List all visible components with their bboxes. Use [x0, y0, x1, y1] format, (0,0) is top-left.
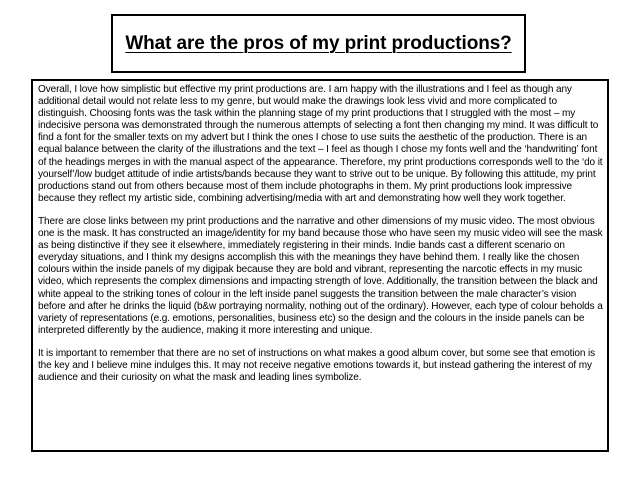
slide-title: What are the pros of my print productions?	[125, 32, 512, 54]
paragraph-overview: Overall, I love how simplistic but effective my print productions are. I am happy with the illustrations and I feel as though any additional detail would not relate less to my genre, but would make the drawings look less vivid and more complicated to distinguish. Choosing fonts was the task within the planning stage of my print productions that I struggled with the most – my indecisive persona was demonstrated through the numerous attempts of selecting a font then changing my mind. It was difficult to find a font for the smaller texts on my advert but I think the ones I chose to use suits the aesthetic of the production. There is an equal balance between the clarity of the illustrations and the text – I feel as though I chose my fonts well and the ‘handwriting’ font of the headings merges in with the manual aspect of the appearance. Therefore, my print productions corresponds well to the ‘do it yourself’/low budget attitude of indie artists/bands because they want to strive out to be unique. By following this attitude, my print productions stand out from others because most of them include photographs in them. My print productions look impressive because they reflect my artistic side, combining advertising/media with art and demonstrating how well they work together.	[38, 84, 603, 204]
paragraph-conclusion: It is important to remember that there are no set of instructions on what makes a good album cover, but some see that emotion is the key and I believe mine indulges this. It may not receive negative emotions towards it, but instead gathering the interest of my audience and their curiosity on what the mask and leading lines symbolize.	[38, 347, 596, 384]
paragraph-links: There are close links between my print productions and the narrative and other dimensions of my music video. The most obvious one is the mask. It has constructed an image/identity for my band because those who have seen my music video will see the mask as being distinctive if they see it elsewhere, immediately registering in their minds. Indie bands cast a different scenario on everyday situations, and I think my designs accomplish this with the meanings they have behind them. I really like the chosen colours within the inside panels of my digipak because they are bold and vibrant, representing the narcotic effects in my music video, which represents the complex dimensions and impacting strength of love. Additionally, the transition between the black and white appeal to the striking tones of colour in the left inside panel suggests the transition between the male character’s vision before and after he drinks the liquid (b&w portraying normality, nothing out of the ordinary). However, each type of colour beholds a variety of representations (e.g. emotions, personalities, business etc) so the design and the colours in the inside panels can be interpreted differently by the audience, making it more interesting and unique.	[38, 215, 603, 336]
body-text-box	[31, 79, 609, 452]
title-box	[111, 14, 526, 73]
